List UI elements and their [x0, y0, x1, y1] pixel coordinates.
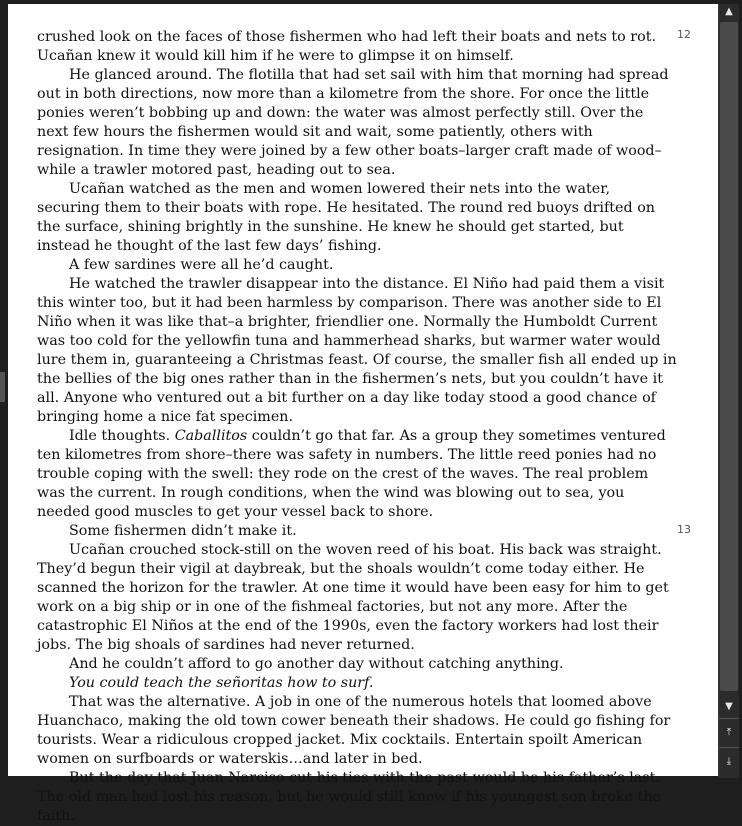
paragraph: He watched the trawler disappear into the distance. El Niño had paid them a visit this winter too, but it had been harmless by comparison. There was another side to El Niño when it was like that–a brighter, friendlier one. Normally the Humboldt Current was too cold for the yellowfin tuna and hammerhead sharks, but warmer water would lure them in, guaranteeing a Christmas feast. Of course, the smaller fish all ended up in the bellies of the big ones rather than in the fishermen’s nets, but you couldn’t have it all. Anyone who ventured out a bit further on a day like today stood a good chance of bringing home a nice fat specimen.	[37, 276, 677, 425]
vertical-scrollbar[interactable]	[718, 4, 739, 778]
paragraph: That was the alternative. A job in one of the numerous hotels that loomed above Huanchaco, making the old town cower beneath their shadows. He could go fishing for tourists. Wear a ridiculous cropped jacket. Mix cocktails. Entertain spoilt American women on surfboards or waterskis…and later in bed.	[37, 694, 671, 767]
scrollbar-divider	[719, 747, 739, 748]
paragraph: crushed look on the faces of those fishermen who had left their boats and nets to rot. Ucañan knew it would kill him if he were to glimpse it on himself.	[37, 29, 656, 64]
paragraph-lead: Idle thoughts.	[69, 428, 175, 444]
paragraph: A few sardines were all he’d caught.	[69, 257, 334, 273]
page-number: 13	[677, 523, 691, 536]
scroll-up-icon[interactable]: ▲	[725, 6, 733, 17]
document-page	[8, 4, 718, 824]
italic-paragraph	[37, 674, 677, 693]
paragraph: He glanced around. The flotilla that had set sail with him that morning had spread out in both directions, now more than a kilometre from the shore. For once the little ponies weren’t bobbing up and down: the water was almost perfectly still. Over the next few hours the fishermen would sit and wait, some patiently, others with resignation. In time they were joined by a few other boats–larger craft made of wood–while a trawler motored past, heading out to sea.	[37, 67, 669, 178]
paragraph: Some fishermen didn’t make it.	[69, 523, 297, 539]
body-text	[37, 28, 677, 826]
page-down-icon[interactable]: ⤓	[726, 756, 732, 767]
italic-word: Caballitos	[174, 428, 248, 444]
paragraph-rest: couldn’t go that far. As a group they sometimes ventured ten kilometres from shore–there was safety in numbers. The little reed ponies had no trouble coping with the swell: they rode on the crest of the waves. The real problem was the current. In rough conditions, when the wind was blowing out to sea, you needed good muscles to get your vessel back to shore.	[37, 428, 666, 520]
scrollbar-divider	[719, 718, 739, 719]
paragraph: But the day that Juan Narciso cut his ties with the past would be his father’s last. The old man had lost his reason, but he would still know if his youngest son broke the faith.	[37, 770, 661, 824]
paragraph	[37, 427, 677, 522]
paragraph: Ucañan watched as the men and women lowered their nets into the water, securing them to their boats with rope. He hesitated. The round red buoys drifted on the surface, shining brightly in the sunshine. He knew he should get started, but instead he thought of the last few days’ fishing.	[37, 181, 656, 254]
page-up-icon[interactable]: ⤒	[726, 727, 732, 738]
panel-resize-handle[interactable]	[0, 372, 5, 402]
italic-line: You could teach the señoritas how to surf.	[69, 675, 374, 691]
paragraph: And he couldn’t afford to go another day without catching anything.	[69, 656, 564, 672]
paragraph: Ucañan crouched stock-still on the woven reed of his boat. His back was straight. They’d begun their vigil at daybreak, but the shoals wouldn’t come today either. He scanned the horizon for the trawler. At one time it would have been easy for him to get work on a big ship or in one of the fishmeal factories, but not any more. After the catastrophic El Niños at the end of the 1990s, even the factory workers had lost their jobs. The big shoals of sardines had never returned.	[37, 542, 669, 653]
scrollbar-thumb[interactable]	[720, 22, 738, 691]
scroll-down-icon[interactable]: ▼	[725, 701, 733, 712]
page-number: 12	[677, 28, 691, 41]
